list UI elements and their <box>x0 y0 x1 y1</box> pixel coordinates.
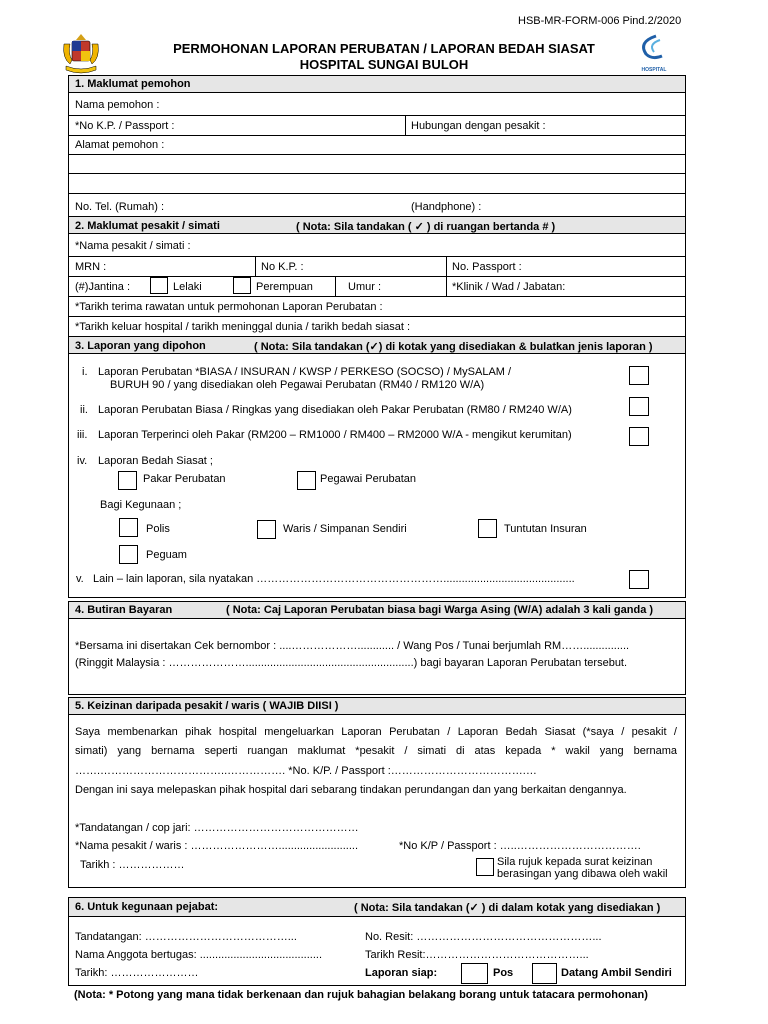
section-2-note: ( Nota: Sila tandakan ( ✓ ) di ruangan bertanda # ) <box>296 221 556 233</box>
insuran-checkbox[interactable] <box>478 519 497 538</box>
section-6-note: ( Nota: Sila tandakan (✓ ) di dalam kotak yang disediakan ) <box>354 902 661 914</box>
item-ii-checkbox[interactable] <box>629 397 649 416</box>
mrn-label: MRN : <box>75 261 107 273</box>
pos-checkbox[interactable] <box>461 963 488 984</box>
report-ready-label: Laporan siap: <box>365 967 438 979</box>
applicant-address-label: Alamat pemohon : <box>75 139 165 151</box>
hospital-logo <box>632 34 676 72</box>
polis-label: Polis <box>146 523 170 535</box>
item-i-checkbox[interactable] <box>629 366 649 385</box>
form-title: PERMOHONAN LAPORAN PERUBATAN / LAPORAN BEDAH SIASAT <box>173 41 595 56</box>
item-iii-checkbox[interactable] <box>629 427 649 446</box>
applicant-name-label: Nama pemohon : <box>75 99 160 111</box>
form-code: HSB-MR-FORM-006 Pind.2/2020 <box>518 15 682 27</box>
consent-id-line: *No K/P / Passport : …..……………………………. <box>399 840 641 852</box>
item-iv-text: Laporan Bedah Siasat ; <box>98 455 213 467</box>
office-date-line: Tarikh: …………………… <box>75 967 199 979</box>
peguam-checkbox[interactable] <box>119 545 138 564</box>
male-checkbox[interactable] <box>150 277 168 294</box>
hospital-name: HOSPITAL SUNGAI BULOH <box>299 57 469 72</box>
handphone-label: (Handphone) : <box>411 201 482 213</box>
waris-label: Waris / Simpanan Sendiri <box>283 523 407 535</box>
item-v-checkbox[interactable] <box>629 570 649 589</box>
item-iii-number: iii. <box>77 429 88 441</box>
office-signature-line: Tandatangan: …………………………………... <box>75 931 297 943</box>
payment-line-2: (Ringgit Malaysia : ………………….......................................................) bagi bayaran Laporan Perubatan tersebut. <box>75 657 628 669</box>
gender-label: (#)Jantina : <box>75 281 131 293</box>
pakar-perubatan-label: Pakar Perubatan <box>143 473 226 485</box>
self-collect-checkbox[interactable] <box>532 963 557 984</box>
malaysia-crest-icon <box>60 30 102 76</box>
peguam-label: Peguam <box>146 549 187 561</box>
item-i-number: i. <box>82 366 88 378</box>
relationship-label: Hubungan dengan pesakit : <box>411 120 546 132</box>
self-collect-label: Datang Ambil Sendiri <box>561 967 672 979</box>
section-5-heading: 5. Keizinan daripada pesakit / waris ( WAJIB DIISI ) <box>75 700 339 712</box>
male-label: Lelaki <box>173 281 202 293</box>
item-iv-number: iv. <box>77 455 88 467</box>
polis-checkbox[interactable] <box>119 518 138 537</box>
receipt-no-line: No. Resit: …………………………………………... <box>365 931 602 943</box>
consent-line-4: Dengan ini saya melepaskan pihak hospital dari sebarang tindakan perundangan dan yang berkaitan dengannya. <box>75 784 627 796</box>
item-i-text-line2: BURUH 90 / yang disediakan oleh Pegawai Perubatan (RM40 / RM120 W/A) <box>110 379 485 391</box>
pos-label: Pos <box>493 967 514 979</box>
section-3-note: ( Nota: Sila tandakan (✓) di kotak yang disediakan & bulatkan jenis laporan ) <box>254 341 653 353</box>
item-v-number: v. <box>76 573 84 585</box>
payment-line-1: *Bersama ini disertakan Cek bernombor : ....………………............ / Wang Pos / Tunai berjumlah RM……............... <box>75 640 630 652</box>
discharge-date-label: *Tarikh keluar hospital / tarikh meninggal dunia / tarikh bedah siasat : <box>75 321 411 333</box>
insuran-label: Tuntutan Insuran <box>504 523 587 535</box>
applicant-id-label: *No K.P. / Passport : <box>75 120 175 132</box>
item-ii-text: Laporan Perubatan Biasa / Ringkas yang disediakan oleh Pakar Perubatan (RM80 / RM240 W/A) <box>98 404 572 416</box>
patient-passport-label: No. Passport : <box>452 261 522 273</box>
consent-line-1: Saya membenarkan pihak hospital mengeluarkan Laporan Perubatan / Laporan Bedah Siasat (*saya / pesakit / <box>75 726 677 738</box>
patient-name-label: *Nama pesakit / simati : <box>75 240 191 252</box>
item-ii-number: ii. <box>80 404 88 416</box>
section-3-heading: 3. Laporan yang dipohon <box>75 340 206 352</box>
pegawai-perubatan-checkbox[interactable] <box>297 471 316 490</box>
age-label: Umur : <box>348 281 381 293</box>
consent-name-line: *Nama pesakit / waris : …………………….......................... <box>75 840 358 852</box>
home-phone-label: No. Tel. (Rumah) : <box>75 201 165 213</box>
pakar-perubatan-checkbox[interactable] <box>118 471 137 490</box>
patient-ic-label: No K.P. : <box>261 261 304 273</box>
receipt-date-line: Tarikh Resit:……………………………………... <box>365 949 589 961</box>
item-iii-text: Laporan Terperinci oleh Pakar (RM200 – RM1000 / RM400 – RM2000 W/A - mengikut kerumitan) <box>98 429 572 441</box>
separate-consent-line-1: Sila rujuk kepada surat keizinan <box>497 856 653 868</box>
waris-checkbox[interactable] <box>257 520 276 539</box>
signature-line: *Tandatangan / cop jari: ……………………………………… <box>75 822 359 834</box>
section-4-note: ( Nota: Caj Laporan Perubatan biasa bagi Warga Asing (W/A) adalah 3 kali ganda ) <box>226 604 654 616</box>
purpose-label: Bagi Kegunaan ; <box>100 499 182 511</box>
item-i-text-line1: Laporan Perubatan *BIASA / INSURAN / KWSP / PERKESO (SOCSO) / MySALAM / <box>98 366 512 378</box>
consent-line-2: simati) yang bernama seperti ruangan maklumat *pesakit / simati di atas kepada * wakil yang bernama <box>75 745 677 757</box>
officer-name-line: Nama Anggota bertugas: ........................................ <box>75 949 322 961</box>
section-4-heading: 4. Butiran Bayaran <box>75 604 173 616</box>
treatment-date-label: *Tarikh terima rawatan untuk permohonan Laporan Perubatan : <box>75 301 383 313</box>
section-1-heading: 1. Maklumat pemohon <box>75 78 191 90</box>
pegawai-perubatan-label: Pegawai Perubatan <box>320 473 417 485</box>
consent-date-line: Tarikh : ……………… <box>80 859 185 871</box>
clinic-ward-label: *Klinik / Wad / Jabatan: <box>452 281 566 293</box>
female-label: Perempuan <box>256 281 313 293</box>
female-checkbox[interactable] <box>233 277 251 294</box>
footer-note: (Nota: * Potong yang mana tidak berkenaan dan rujuk bahagian belakang borang untuk tatacara permohonan) <box>74 989 648 1001</box>
section-6-heading: 6. Untuk kegunaan pejabat: <box>75 901 219 913</box>
separate-consent-checkbox[interactable] <box>476 858 494 876</box>
item-v-text: Lain – lain laporan, sila nyatakan ……………………………………………........................................... <box>93 573 575 585</box>
consent-line-3: …….……………………………..……………. *No. K/P. / Passport :……………………………….… <box>75 765 537 777</box>
hospital-swirl-icon <box>632 34 676 64</box>
separate-consent-line-2: berasingan yang dibawa oleh wakil <box>497 868 668 880</box>
hospital-logo-text: HOSPITAL <box>641 67 667 73</box>
section-2-heading: 2. Maklumat pesakit / simati <box>75 220 220 232</box>
